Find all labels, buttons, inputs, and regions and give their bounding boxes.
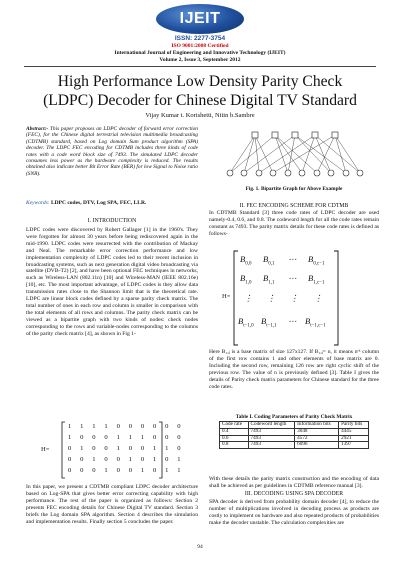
matrix-entry: ⋯ — [288, 316, 297, 326]
authors: Vijay Kumar t. Korishetti, Nitin b.Sambre — [145, 112, 255, 119]
matrix-entry: ⋯ — [288, 254, 297, 264]
matrix-h-label-2: H= — [222, 293, 231, 300]
table-cell: 2921 — [339, 435, 369, 442]
table-cell: 4572 — [295, 435, 339, 442]
matrix-entry: $B_{0,0}$ — [240, 254, 252, 267]
encoding-paragraph-2: Here B₁,ⱼ is a base matrix of size 127x127. If B₁,ⱼ= n, it means nᵗʰ column of the first row contains 1 and other elements of base matrix are 0. Including the second row, remaining 126 row are right cyclic shift of the previous row. The value of n is previously defined [3]. Table I gives the details of Parity check matrix parameters for Chinese standard for the three code rates. — [209, 349, 379, 390]
decoding-heading: III. DECODING USING SPA DECODER — [244, 491, 344, 497]
intro-heading: I. INTRODUCTION — [87, 218, 137, 224]
table-cell: 7493 — [248, 428, 295, 435]
abstract — [26, 126, 198, 177]
table-header-cell: Codeword length — [248, 422, 295, 429]
table-header-cell: Parity bits — [339, 422, 369, 429]
table-cell: 0.4 — [220, 428, 249, 435]
matrix-entry: ⋮ — [244, 293, 253, 303]
matrix-row: 0 1 0 0 1 0 0 1 1 0 — [68, 445, 185, 452]
matrix-entry: $B_{1,1}$ — [263, 273, 275, 286]
iso-line: ISO 9001:2008 Certified — [171, 43, 229, 49]
header-divider — [24, 66, 376, 67]
bipartite-graph — [225, 129, 365, 179]
table-header-cell: Information bits — [295, 422, 339, 429]
matrix-entry: $B_{t-1,0}$ — [238, 316, 254, 329]
table-cell: 6096 — [295, 442, 339, 449]
volume-line: Volume 2, Issue 3, September 2012 — [159, 57, 241, 63]
journal-name: International Journal of Engineering and Innovative Technology (IJEIT) — [114, 50, 286, 56]
abstract-text: This paper proposes an LDPC decoder of forward error correction (FEC), for the Chinese digital terrestrial television multimedia broadcasting (CDTMB) standard, based on Log domain Sum product algorithm (SPA) decoder. The LDPC FEC encoding for CDTMB includes three kinds of code rates with a code word block size of 7493. The simulated LDPC decoder consumes less power as the hardware complexity is reduced. The results obtained also indicate better Bit Error Rate (BER) for low Signal to Noise ratio (SNR). — [26, 126, 198, 177]
title-line-2: (LDPC) Decoder for Chinese Digital TV Standard — [43, 92, 357, 109]
table-cell: 0.6 — [220, 435, 249, 442]
logo-text: IJEIT — [179, 10, 221, 27]
matrix-entry: ⋮ — [290, 293, 299, 303]
matrix-entry: ⋯ — [288, 273, 297, 283]
matrix-entry: ⋮ — [267, 293, 276, 303]
table-caption: Table I. Coding Parameters of Parity Check Matrix — [235, 414, 353, 420]
encoding-heading: II. FEC ENCODING SCHEME FOR CDTMB — [239, 203, 349, 209]
table-row — [220, 442, 369, 449]
matrix-entry: $B_{t-1,1}$ — [261, 316, 277, 329]
decoding-paragraph-1: SPA decoder is derived from probability domain decoder [4], to reduce the number of multiplications involved in decoding process as products are costly to implement on hardware and also repeated products of probabilities make the decoder unstable. The calculation complexities are — [209, 499, 379, 526]
matrix-row: 0 0 1 0 0 1 0 1 0 1 — [68, 456, 185, 463]
title-line-1: High Performance Low Density Parity Check — [57, 73, 343, 90]
intro-paragraph-2: In this paper, we present a CDTMB compliant LDPC decoder architecture based on Log-SPA that gives better error correcting capability with high performance. The rest of the paper is organized as follows: Section 2 presents FEC encoding details for Chinese Digital TV standard. Section 3 briefs the Log domain SPA algorithm. Section 4 describes the simulation and implementation results. Finally section 5 concludes the paper. — [26, 484, 198, 525]
table-cell: 0.8 — [220, 442, 249, 449]
table-cell: 3048 — [295, 428, 339, 435]
matrix-entry: ⋮ — [314, 293, 323, 303]
keywords-text: LDPC codes, DTV, Log SPA, FEC, LLR. — [51, 200, 147, 206]
matrix-row: 1 1 1 1 0 0 0 0 0 0 — [68, 423, 185, 430]
table-cell: 4445 — [339, 428, 369, 435]
encoding-paragraph-3: With these details the parity matrix construction and the encoding of data shall be achieved as per guidelines in CDTMB reference manual [3]. — [209, 476, 379, 489]
intro-paragraph-1: LDPC codes were discovered by Robert Gallager [1] in the 1960's. They were forgotten for almost 30 years before being rediscovered again in the mid-1990. LDPC codes were resurrected with the contribution of Mackay and Neal. The remarkable error correction performance and low implementation complexity of LDPC codes led to their recent inclusion in broadcasting systems, such as next generation digital video broadcasting via satellite (DVB-T2) [2], and have been optional FEC techniques in networks, such as Wireless-LAN (802.11n) [10] and Wireless-MAN (IEEE 802.16e) [10], etc. The most important advantage, of LDPC codes is they allow data transmission rates close to the Shannon limit that is the theoretical rate. LDPC are linear block codes defined by a sparse parity check matrix. The total number of ones in each row and column is smaller in comparison with the total elements of all rows and columns. The parity check matrix can be viewed as a bipartite graph with two kinds of nodes: check nodes corresponding to the rows and variable-nodes corresponding to the columns of the parity check matrix [4], as shown in Fig 1- — [26, 227, 198, 337]
issn-line: ISSN: 2277-3754 — [174, 35, 226, 42]
journal-logo — [156, 4, 244, 34]
keywords-label: Keywords: — [26, 200, 50, 206]
table-cell: 7493 — [248, 435, 295, 442]
table-header-cell: Code rate — [220, 422, 249, 429]
table-cell: 7493 — [248, 442, 295, 449]
matrix-entry: $B_{t-1,c-1}$ — [305, 316, 326, 329]
keywords — [26, 200, 198, 207]
encoding-paragraph-1: In CDTMB Standard [3] three code rates of LDPC decoder are used namely-0.4, 0.6, and 0.8. The codeword length for all the code rates remain constant as 7493. The parity matrix details for these code rates is defined as follows- — [209, 210, 379, 237]
table-cell: 1397 — [339, 442, 369, 449]
matrix-entry: $B_{0,c-1}$ — [308, 254, 325, 267]
page-number: 94 — [197, 544, 203, 550]
coding-parameters-table — [219, 421, 369, 449]
abstract-label: Abstract:- — [26, 126, 49, 132]
matrix-entry: $B_{0,1}$ — [263, 254, 275, 267]
matrix-entry: $B_{1,0}$ — [240, 273, 252, 286]
matrix-h-label: H= — [41, 446, 50, 453]
matrix-row: 0 0 0 1 0 0 1 0 1 1 — [68, 467, 185, 474]
figure-caption: Fig. 1. Bipartite Graph for Above Example — [245, 186, 343, 192]
matrix-row: 1 0 0 0 1 1 1 0 0 0 — [68, 434, 185, 441]
paper-title — [0, 72, 400, 110]
matrix-entry: $B_{1,c-1}$ — [308, 273, 325, 286]
